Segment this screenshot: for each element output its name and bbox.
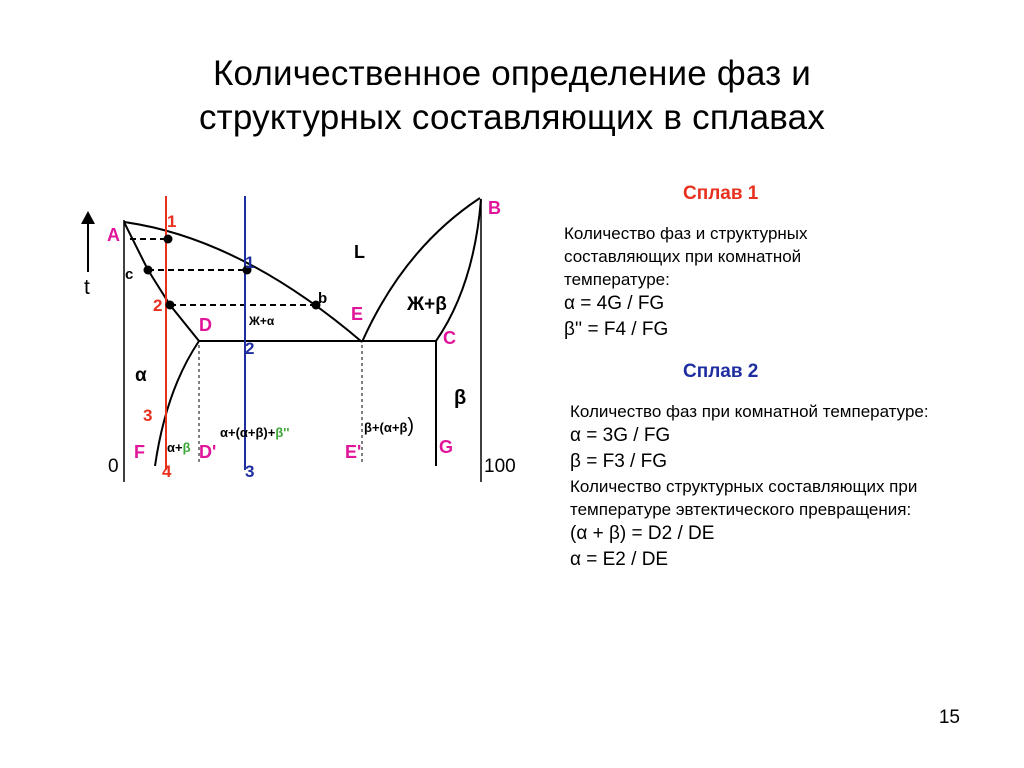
region-liquid-beta: Ж+β [407,294,447,315]
axis-t-label: t [84,276,90,299]
point-label-b: b [318,290,328,307]
alloy1-mark-3: 3 [143,406,153,425]
alloy-2-formula-beta: β = F3 / FG [570,451,667,472]
alloy-1-line-2: составляющих при комнатной [564,247,802,266]
point-alloy1-solidus [166,301,175,310]
temperature-axis-arrow [81,211,95,272]
axis-hundred-label: 100 [484,456,516,477]
alloy-2-structure-label-2: температуре эвтектического превращения: [570,500,912,519]
page-number: 15 [938,707,960,728]
region-alpha-plus-beta-prefix: α+ [167,440,183,455]
alloy-2-structure-label-1: Количество структурных составляющих при [570,477,918,496]
region-beta: β [454,387,467,409]
point-label-A: A [107,225,120,245]
region-alpha-plus-beta-suffix: β [182,440,191,455]
point-label-c: c [125,266,134,283]
point-label-Eprime: E' [345,442,362,462]
alloy-1-formula-alpha: α = 4G / FG [564,293,665,314]
region-hypereutectic-text: β+(α+β [364,420,408,435]
alloy-2-text [570,400,929,573]
point-label-D: D [199,315,212,335]
region-alpha-plus-beta [167,440,191,455]
slide-title-line-2: структурных составляющих в сплавах [198,98,826,137]
point-c [144,266,153,275]
region-liquid-alpha: Ж+α [249,314,275,328]
point-label-F: F [134,442,145,462]
alloy-2-formula-primary-alpha: α = E2 / DE [570,549,669,570]
liquidus-curve-AE [124,222,362,342]
alloy2-mark-1: 1 [245,253,255,272]
alloy2-mark-2: 2 [245,339,255,358]
region-hypoeutectic [220,425,289,440]
alloy-2-formula-eutectic: (α + β) = D2 / DE [570,523,715,544]
region-L: L [354,242,365,262]
point-alloy1-liquidus [164,235,173,244]
alloy-2-formula-alpha: α = 3G / FG [570,425,671,446]
solidus-curve-BC [436,199,481,341]
alloy-1-formula-beta: β'' = F4 / FG [564,319,669,340]
slide-title-line-1: Количественное определение фаз и [212,54,812,93]
region-hypereutectic-paren: ) [407,415,415,437]
alloy1-mark-1: 1 [167,212,177,231]
point-label-G: G [439,437,454,457]
region-hypoeutectic-prefix: α+(α+β)+ [220,425,276,440]
alloy-1-text [564,222,808,343]
axis-zero-label: 0 [108,456,119,477]
alloy1-mark-4: 4 [162,462,172,481]
liquidus-curve-BE [362,198,480,342]
alloy-2-heading: Сплав 2 [683,361,759,382]
alloy2-mark-3: 3 [245,462,255,481]
alloy-2-phases-label: Количество фаз при комнатной температуре: [570,402,929,421]
alloy-1-heading: Сплав 1 [683,183,759,204]
point-label-E: E [351,304,364,324]
point-label-Dprime: D' [199,442,217,462]
alloy-1-line-3: температуре: [564,270,670,289]
alloy1-mark-2: 2 [153,296,163,315]
point-label-C: C [443,328,456,348]
alloy-1-line-1: Количество фаз и структурных [564,224,808,243]
region-hypoeutectic-suffix: β'' [275,425,290,440]
region-alpha: α [135,365,147,386]
region-hypereutectic [364,415,414,437]
point-label-B: B [488,198,501,218]
